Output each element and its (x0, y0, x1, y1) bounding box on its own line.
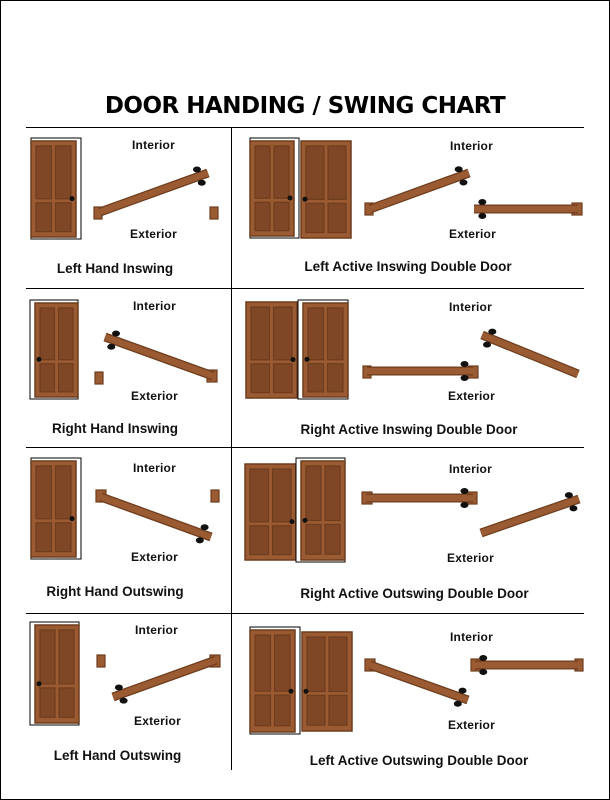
interior-label: Interior (132, 138, 175, 152)
exterior-label: Exterior (131, 389, 178, 403)
exterior-label: Exterior (448, 389, 495, 403)
handle-icon (193, 167, 201, 173)
door-swing-leaf (100, 167, 208, 212)
interior-label: Interior (133, 461, 176, 475)
handle-icon (460, 502, 468, 508)
doorknob-icon (289, 689, 294, 694)
doorknob-icon (291, 357, 296, 362)
caption-right-active-inswing-double-door: Right Active Inswing Double Door (300, 422, 518, 437)
interior-label: Interior (450, 630, 493, 644)
door-panel (56, 523, 72, 552)
door-panel (273, 526, 292, 555)
door-panel (40, 364, 55, 392)
door-panel (59, 308, 74, 360)
exterior-label: Exterior (130, 227, 177, 241)
door-jamb (210, 207, 218, 219)
door-panel (275, 695, 291, 726)
door-elevation (302, 632, 352, 731)
caption-left-active-inswing-double-door: Left Active Inswing Double Door (304, 259, 512, 274)
door-swing-leaf (367, 361, 473, 381)
door-jamb (97, 655, 105, 667)
interior-label: Interior (449, 462, 492, 476)
handle-icon (455, 166, 463, 172)
caption-right-hand-inswing: Right Hand Inswing (52, 421, 178, 436)
door-panel (274, 146, 289, 198)
door-panel (36, 466, 52, 519)
door-panel (255, 635, 271, 691)
door-swing-leaf (105, 331, 213, 376)
handle-icon (107, 344, 115, 350)
door-panel (40, 308, 55, 360)
door-panel (36, 203, 52, 232)
door-swing-leaf (370, 665, 468, 707)
interior-label: Interior (449, 300, 492, 314)
door-panel (325, 466, 340, 520)
door-jamb (211, 490, 219, 502)
exterior-label: Exterior (134, 714, 181, 728)
door-elevation (30, 622, 79, 725)
exterior-label: Exterior (131, 550, 178, 564)
exterior-label: Exterior (447, 551, 494, 565)
door-panel (329, 637, 347, 691)
handle-icon (196, 537, 204, 543)
caption-left-hand-outswing: Left Hand Outswing (53, 748, 182, 763)
door-panel (36, 523, 52, 552)
door-swing-leaf (481, 492, 579, 533)
handle-icon (569, 505, 577, 511)
door-panel (40, 630, 55, 684)
door-swing-leaf (101, 497, 211, 543)
door-panel (329, 695, 347, 725)
door-elevation (246, 302, 297, 398)
handle-icon (198, 180, 206, 186)
door-panel (40, 688, 55, 717)
doorknob-icon (37, 357, 42, 362)
door-panel (56, 203, 72, 232)
door-panel (56, 146, 72, 199)
interior-label: Interior (133, 299, 176, 313)
handle-icon (461, 375, 469, 381)
door-panel (250, 469, 269, 522)
door-leaf-body (101, 497, 211, 537)
door-panel (306, 524, 321, 554)
door-panel (36, 146, 52, 199)
interior-label: Interior (135, 623, 178, 637)
interior-label: Interior (450, 139, 493, 153)
door-leaf-body (370, 173, 469, 209)
handle-icon (478, 213, 486, 219)
handle-icon (120, 698, 128, 704)
handle-icon (460, 488, 468, 494)
door-panel (274, 307, 293, 360)
doorknob-icon (303, 197, 308, 202)
handle-icon (201, 524, 209, 530)
door-panel (325, 524, 340, 554)
handle-icon (459, 688, 467, 694)
door-panel (59, 630, 74, 684)
caption-right-active-outswing-double-door: Right Active Outswing Double Door (300, 586, 529, 601)
door-panel (59, 364, 74, 392)
door-elevation (31, 138, 81, 239)
door-elevation (301, 141, 351, 238)
door-elevation (250, 138, 299, 238)
doorknob-icon (303, 518, 308, 523)
handle-icon (478, 199, 486, 205)
door-elevation (31, 458, 81, 559)
handle-icon (488, 329, 496, 335)
door-swing-leaf (474, 199, 578, 219)
door-panel (274, 364, 293, 393)
handle-icon (454, 701, 462, 707)
doorknob-icon (290, 519, 295, 524)
handle-icon (479, 669, 487, 675)
exterior-label: Exterior (449, 227, 496, 241)
door-leaf-body (105, 337, 213, 376)
door-panel (255, 146, 270, 198)
doorknob-icon (304, 689, 309, 694)
caption-right-hand-outswing: Right Hand Outswing (46, 584, 184, 599)
door-panel (56, 466, 72, 519)
door-panel (255, 202, 270, 231)
handle-icon (112, 331, 120, 337)
door-elevation (30, 300, 78, 399)
doorknob-icon (288, 196, 293, 201)
door-elevation (298, 300, 348, 399)
door-swing-leaf (370, 166, 469, 209)
doorknob-icon (305, 357, 310, 362)
door-panel (328, 146, 346, 199)
doorknob-icon (37, 681, 42, 686)
door-swing-leaf (475, 655, 578, 675)
door-swing-leaf (113, 660, 216, 704)
door-panel (307, 695, 325, 725)
caption-left-active-outswing-double-door: Left Active Outswing Double Door (309, 753, 529, 768)
handle-icon (459, 179, 467, 185)
door-elevation (296, 458, 345, 562)
doorknob-icon (70, 196, 75, 201)
door-leaf-body (482, 335, 578, 374)
caption-left-hand-inswing: Left Hand Inswing (56, 261, 174, 276)
door-elevation (250, 627, 300, 734)
door-leaf-body (100, 173, 208, 212)
door-panel (308, 364, 324, 392)
door-jamb (95, 372, 103, 384)
door-panel (307, 637, 325, 691)
door-panel (251, 364, 270, 393)
handle-icon (115, 684, 123, 690)
door-panel (274, 202, 289, 231)
door-panel (328, 308, 344, 360)
handle-icon (565, 492, 573, 498)
door-panel (273, 469, 292, 522)
door-panel (59, 688, 74, 717)
handle-icon (461, 361, 469, 367)
handle-icon (479, 655, 487, 661)
door-panel (306, 203, 324, 232)
door-panel (306, 146, 324, 199)
door-panel (308, 308, 324, 360)
door-swing-leaf (366, 488, 473, 508)
exterior-label: Exterior (448, 718, 495, 732)
doorknob-icon (70, 516, 75, 521)
door-leaf-body (113, 660, 216, 697)
door-swing-leaf (482, 329, 578, 374)
door-elevation (245, 464, 296, 560)
door-leaf-body (481, 499, 579, 533)
door-panel (306, 466, 321, 520)
handle-icon (483, 342, 491, 348)
door-panel (328, 364, 344, 392)
door-panel (275, 635, 291, 691)
chart-title: DOOR HANDING / SWING CHART (104, 93, 506, 119)
door-panel (250, 526, 269, 555)
door-leaf-body (370, 665, 468, 700)
door-panel (328, 203, 346, 232)
door-panel (255, 695, 271, 726)
door-panel (251, 307, 270, 360)
